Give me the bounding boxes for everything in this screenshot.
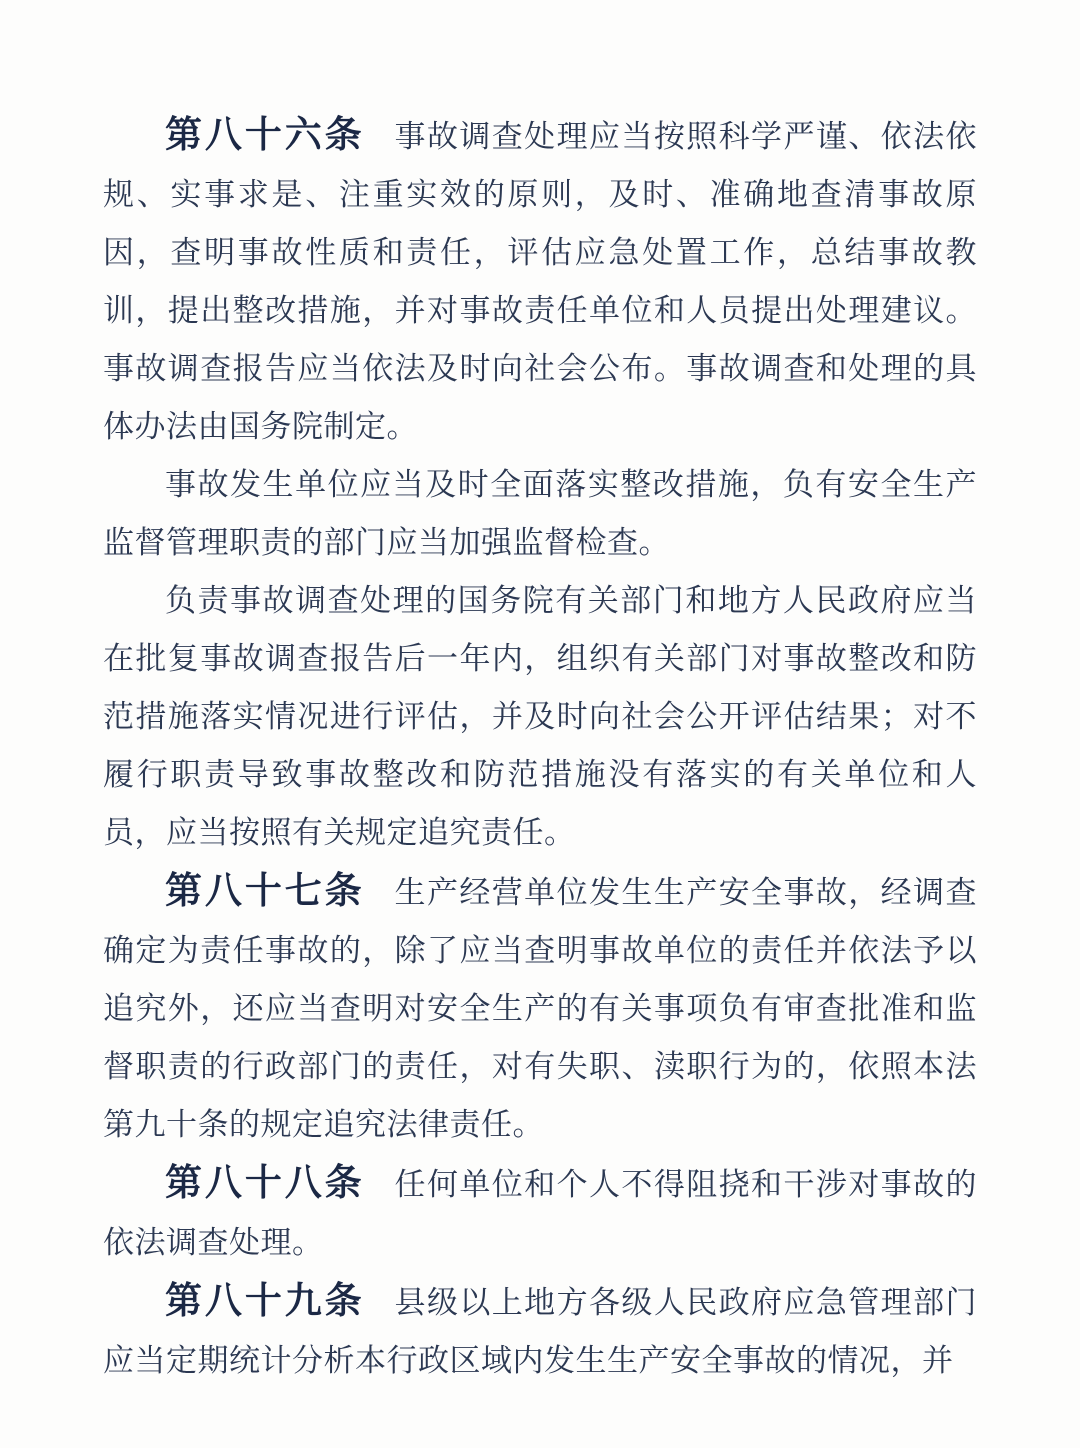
paragraph-text: 负责事故调查处理的国务院有关部门和地方人民政府应当在批复事故调查报告后一年内，组织有关部门对事故整改和防范措施落实情况进行评估，并及时向社会公开评估结果；对不履行职责导致事故整改和防范措施没有落实的有关单位和人员，应当按照有关规定追究责任。 [103,583,977,851]
article-number-label: 第八十八条 [165,1161,365,1204]
article-number-label: 第八十六条 [165,113,365,156]
paragraph-text: 事故调查处理应当按照科学严谨、依法依规、实事求是、注重实效的原则，及时、准确地查清事故原因，查明事故性质和责任，评估应急处置工作，总结事故教训，提出整改措施，并对事故责任单位和人员提出处理建议。事故调查报告应当依法及时向社会公布。事故调查和处理的具体办法由国务院制定。 [103,119,977,445]
paragraph-text: 县级以上地方各级人民政府应急管理部门应当定期统计分析本行政区域内发生生产安全事故的情况，并 [103,1285,977,1379]
paragraph-text: 生产经营单位发生生产安全事故，经调查确定为责任事故的，除了应当查明事故单位的责任并依法予以追究外，还应当查明对安全生产的有关事项负有审查批准和监督职责的行政部门的责任，对有失职、渎职行为的，依照本法第九十条的规定追究法律责任。 [103,875,977,1143]
paragraph-text: 任何单位和个人不得阻挠和干涉对事故的依法调查处理。 [103,1167,977,1261]
paragraph [103,862,977,1154]
document-body [103,106,977,1390]
paragraph [103,572,977,862]
paragraph [103,456,977,572]
paragraph [103,1154,977,1272]
article-number-label: 第八十九条 [165,1279,365,1322]
paragraph [103,106,977,456]
paragraph [103,1272,977,1390]
article-number-label: 第八十七条 [165,869,365,912]
paragraph-text: 事故发生单位应当及时全面落实整改措施，负有安全生产监督管理职责的部门应当加强监督检查。 [103,467,977,561]
